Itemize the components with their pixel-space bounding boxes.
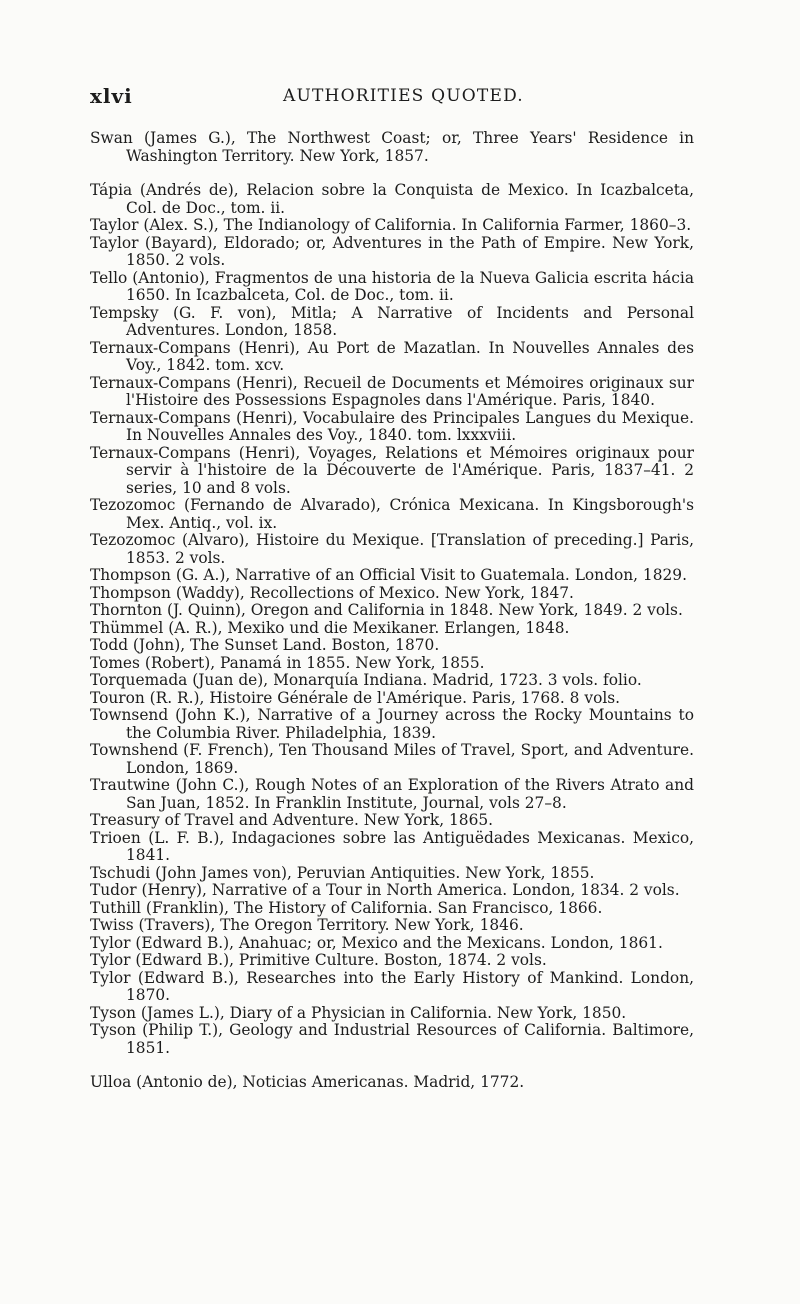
bibliography-entry: Tyson (Philip T.), Geology and Industrial Resources of California. Baltimore, 1851.	[90, 1021, 694, 1057]
page-header	[0, 84, 800, 114]
bibliography-entry: Twiss (Travers), The Oregon Territory. New York, 1846.	[90, 916, 524, 934]
bibliography-entry: Touron (R. R.), Histoire Générale de l'Amérique. Paris, 1768. 8 vols.	[90, 688, 621, 707]
bibliography-entry: Thompson (Waddy), Recollections of Mexico. New York, 1847.	[90, 583, 574, 602]
bibliography-entry: Ternaux-Compans (Henri), Vocabulaire des Principales Langues du Mexique. In Nouvelles Annales des Voy., 1840. tom. lxxxviii.	[90, 408, 694, 444]
bibliography-entry: Thornton (J. Quinn), Oregon and California in 1848. New York, 1849. 2 vols.	[90, 601, 683, 619]
bibliography-entry: Tezozomoc (Fernando de Alvarado), Crónica Mexicana. In Kingsborough's Mex. Antiq., vol. ix.	[90, 496, 694, 532]
bibliography-entry: Ternaux-Compans (Henri), Recueil de Documents et Mémoires originaux sur l'Histoire des Possessions Espagnoles dans l'Amérique. Paris, 1840.	[90, 373, 694, 409]
bibliography-entry: Taylor (Alex. S.), The Indianology of California. In California Farmer, 1860–3.	[90, 216, 692, 234]
bibliography-entry: Ulloa (Antonio de), Noticias Americanas. Madrid, 1772.	[90, 1073, 525, 1091]
bibliography-entry: Tschudi (John James von), Peruvian Antiquities. New York, 1855.	[90, 863, 595, 882]
bibliography-entry: Tylor (Edward B.), Primitive Culture. Boston, 1874. 2 vols.	[90, 951, 547, 969]
running-title: AUTHORITIES QUOTED.	[283, 86, 524, 106]
bibliography-entry: Tudor (Henry), Narrative of a Tour in North America. London, 1834. 2 vols.	[90, 881, 680, 899]
bibliography-entry: Swan (James G.), The Northwest Coast; or, Three Years' Residence in Washington Territory. New York, 1857.	[90, 129, 694, 165]
bibliography-entry: Tuthill (Franklin), The History of California. San Francisco, 1866.	[90, 898, 603, 917]
bibliography-entry: Tylor (Edward B.), Researches into the Early History of Mankind. London, 1870.	[90, 968, 694, 1004]
bibliography-entry: Ternaux-Compans (Henri), Au Port de Mazatlan. In Nouvelles Annales des Voy., 1842. tom. xcv.	[90, 338, 694, 374]
bibliography-entry: Tomes (Robert), Panamá in 1855. New York, 1855.	[90, 653, 485, 672]
page-number: xlvi	[90, 84, 133, 108]
bibliography-entry: Torquemada (Juan de), Monarquía Indiana. Madrid, 1723. 3 vols. folio.	[90, 671, 642, 689]
bibliography-entry: Tezozomoc (Alvaro), Histoire du Mexique. [Translation of preceding.] Paris, 1853. 2 vols.	[90, 531, 694, 567]
bibliography-entry: Townshend (F. French), Ten Thousand Miles of Travel, Sport, and Adventure. London, 1869.	[90, 741, 694, 777]
bibliography-entry: Ternaux-Compans (Henri), Voyages, Relations et Mémoires originaux pour servir à l'histoire de la Découverte de l'Amérique. Paris, 1837–41. 2 series, 10 and 8 vols.	[90, 443, 694, 497]
bibliography-entry: Todd (John), The Sunset Land. Boston, 1870.	[90, 636, 440, 654]
bibliography-entry: Townsend (John K.), Narrative of a Journey across the Rocky Mountains to the Columbia River. Philadelphia, 1839.	[90, 706, 694, 742]
bibliography-entry: Tylor (Edward B.), Anahuac; or, Mexico and the Mexicans. London, 1861.	[90, 933, 663, 952]
bibliography-entry: Trautwine (John C.), Rough Notes of an Exploration of the Rivers Atrato and San Juan, 1852. In Franklin Institute, Journal, vols 27–8.	[90, 776, 694, 812]
bibliography-list	[90, 130, 694, 1092]
bibliography-entry: Trioen (L. F. B.), Indagaciones sobre las Antiguëdades Mexicanas. Mexico, 1841.	[90, 828, 694, 864]
bibliography-entry: Thümmel (A. R.), Mexiko und die Mexikaner. Erlangen, 1848.	[90, 618, 570, 637]
bibliography-entry: Tápia (Andrés de), Relacion sobre la Conquista de Mexico. In Icazbalceta, Col. de Doc., tom. ii.	[90, 181, 694, 217]
bibliography-entry: Tyson (James L.), Diary of a Physician in California. New York, 1850.	[90, 1003, 627, 1022]
bibliography-entry: Thompson (G. A.), Narrative of an Official Visit to Guatemala. London, 1829.	[90, 566, 687, 584]
bibliography-entry: Tello (Antonio), Fragmentos de una historia de la Nueva Galicia escrita hácia 1650. In Icazbalceta, Col. de Doc., tom. ii.	[90, 268, 694, 304]
bibliography-entry: Treasury of Travel and Adventure. New York, 1865.	[90, 811, 494, 829]
bibliography-entry: Taylor (Bayard), Eldorado; or, Adventures in the Path of Empire. New York, 1850. 2 vols.	[90, 233, 694, 269]
bibliography-entry: Tempsky (G. F. von), Mitla; A Narrative of Incidents and Personal Adventures. London, 1858.	[90, 303, 694, 339]
